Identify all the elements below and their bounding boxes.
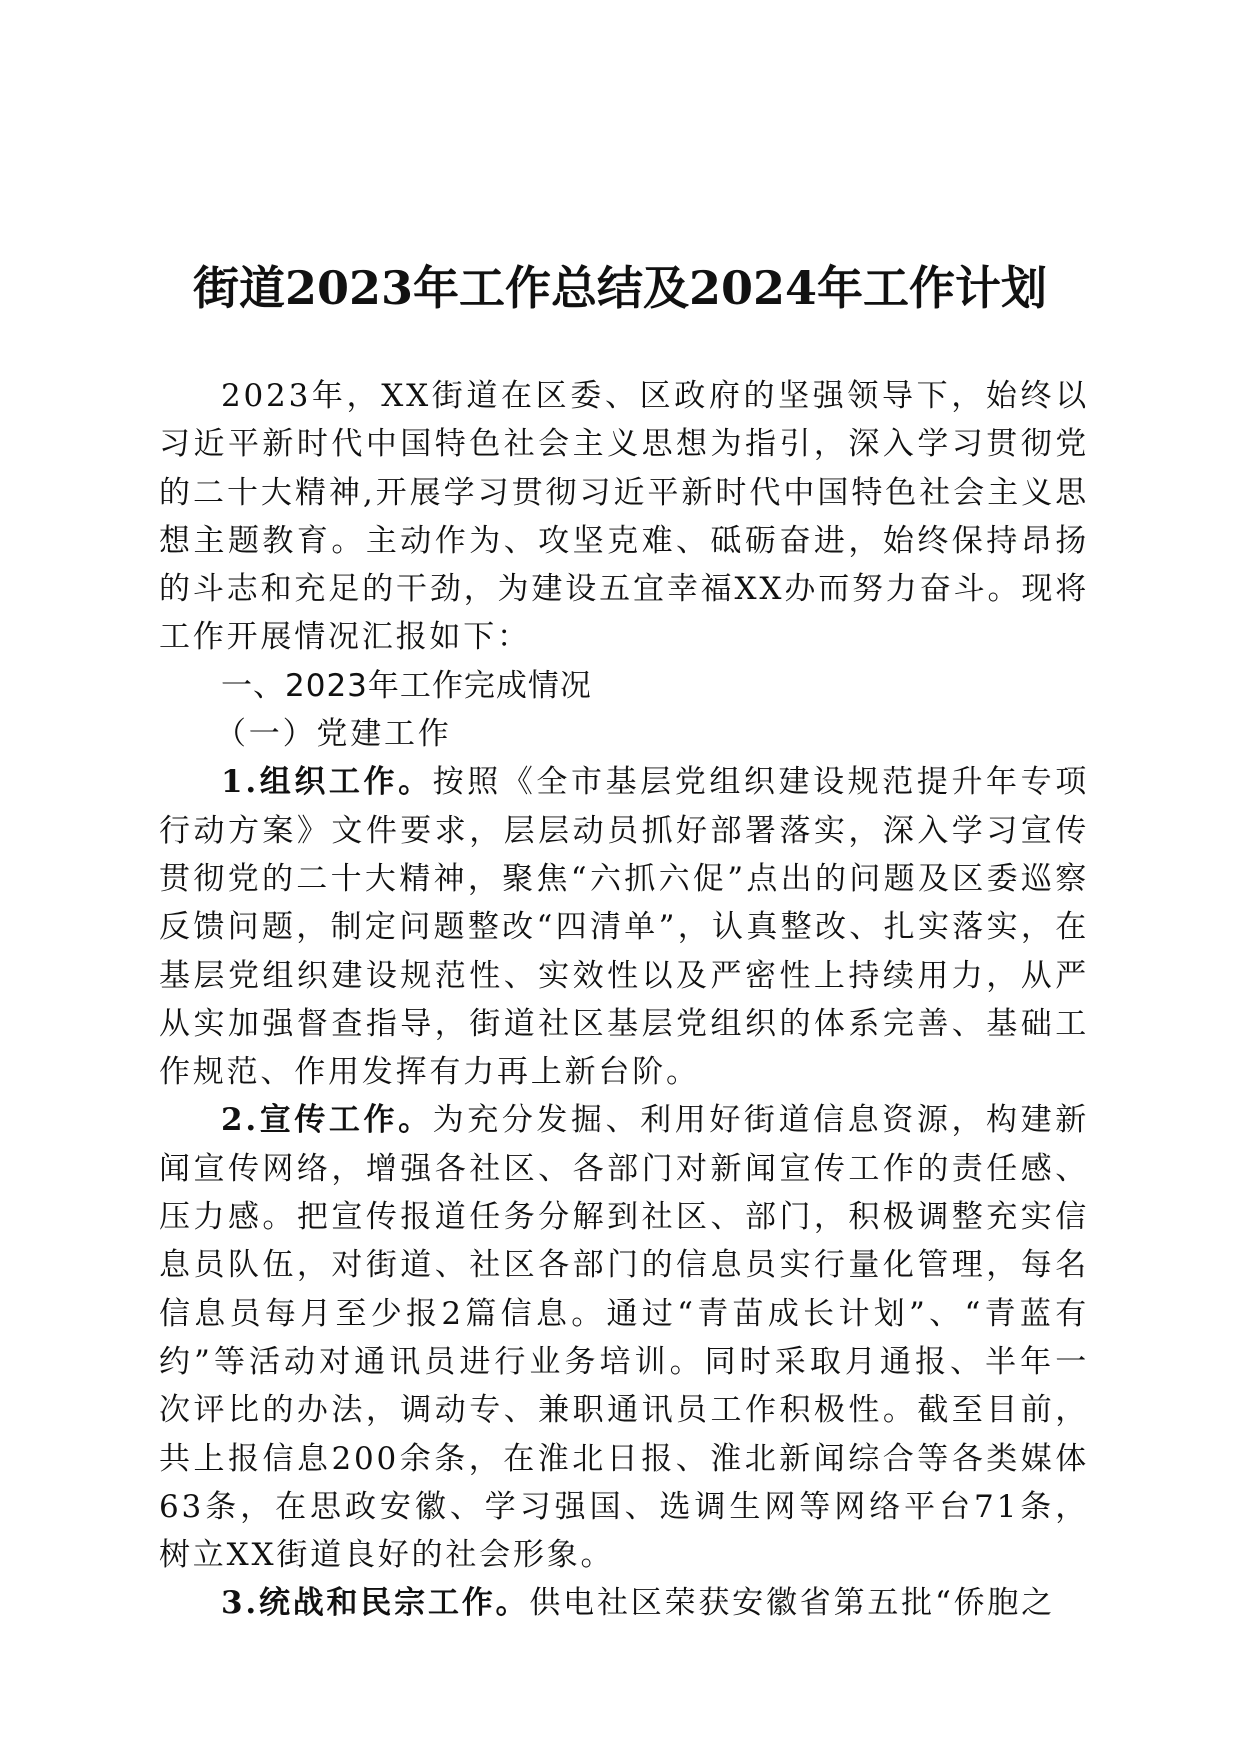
paragraph-text: 按照《全市基层党组织建设规范提升年专项行动方案》文件要求，层层动员抓好部署落实，深入学习宣传贯彻党的二十大精神，聚焦“六抓六促”点出的问题及区委巡察反馈问题，制定问题整改“四清单”，认真整改、扎实落实，在基层党组织建设规范性、实效性以及严密性上持续用力，从严从实加强督查指导，街道社区基层党组织的体系完善、基础工作规范、作用发挥有力再上新台阶。 [159,764,1089,1091]
intro-paragraph: 2023年，XX街道在区委、区政府的坚强领导下，始终以习近平新时代中国特色社会主义思想为指引，深入学习贯彻党的二十大精神,开展学习贯彻习近平新时代中国特色社会主义思想主题教育。主动作为、攻坚克难、砥砺奋进，始终保持昂扬的斗志和充足的干劲，为建设五宜幸福XX办而努力奋斗。现将工作开展情况汇报如下： [159,378,1089,656]
section-heading: 一、2023年工作完成情况 [221,667,592,704]
paragraph-organization-work [159,758,1089,1096]
document-title: 街道2023年工作总结及2024年工作计划 [192,260,1048,315]
paragraph-text: 为充分发掘、利用好街道信息资源，构建新闻宣传网络，增强各社区、各部门对新闻宣传工作的责任感、压力感。把宣传报道任务分解到社区、部门，积极调整充实信息员队伍，对街道、社区各部门的信息员实行量化管理，每名信息员每月至少报2篇信息。通过“青苗成长计划”、“青蓝有约”等活动对通讯员进行业务培训。同时采取月通报、半年一次评比的办法，调动专、兼职通讯员工作积极性。截至目前，共上报信息200余条，在淮北日报、淮北新闻综合等各类媒体63条，在思政安徽、学习强国、选调生网等网络平台71条，树立XX街道良好的社会形象。 [159,1102,1089,1574]
document-body [159,372,1089,1628]
paragraph-lead: 3.统战和民宗工作。 [221,1585,530,1622]
paragraph-publicity-work [159,1096,1089,1579]
paragraph-lead: 1.组织工作。 [221,764,433,801]
paragraph-text: 供电社区荣获安徽省第五批“侨胞之 [529,1585,1056,1622]
paragraph-united-front-work [159,1579,1089,1627]
paragraph-lead: 2.宣传工作。 [221,1102,433,1139]
subsection-heading: （一）党建工作 [215,716,452,753]
